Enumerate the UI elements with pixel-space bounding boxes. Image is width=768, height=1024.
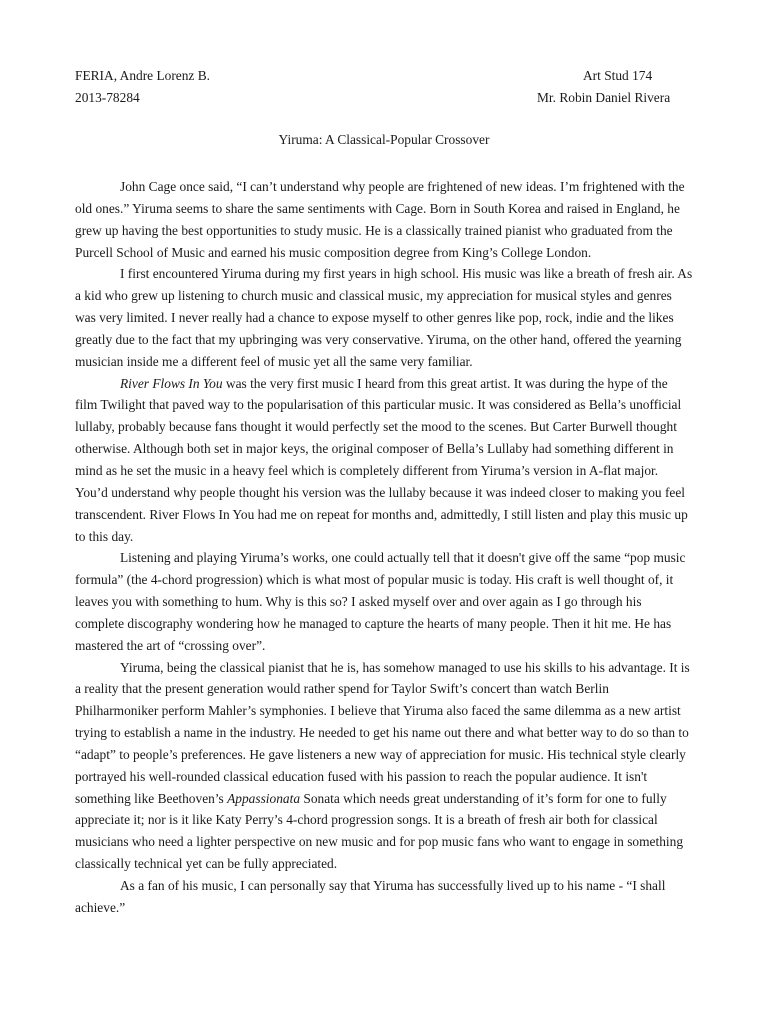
paragraph-3-text: was the very first music I heard from this great artist. It was during the hype of the film Twilight that paved way to the popularisation of this particular music. It was considered as Bella’s unofficial lullaby, probably because fans thought it would perfectly set the mood to the scenes. But Carter Burwell thought otherwise. Although both set in major keys, the original composer of Bella’s Lullaby had something different in mind as he set the music in a heavy feel which is completely different from Yiruma’s version in A-flat major. You’d understand why people thought his version was the lullaby because it was indeed closer to making you feel transcendent. River Flows In You had me on repeat for months and, admittedly, I still listen and play this music up to this day. bbox=[75, 375, 688, 544]
author-name: FERIA, Andre Lorenz B. bbox=[75, 68, 210, 83]
paragraph-5-text-a: Yiruma, being the classical pianist that he is, has somehow managed to use his skills to his advantage. It is a reality that the present generation would rather spend for Taylor Swift’s concert than watch Berlin Philharmoniker perform Mahler’s symphonies. I believe that Yiruma also faced the same dilemma as a new artist trying to establish a name in the industry. He needed to get his name out there and what better way to do so than to “adapt” to people’s preferences. He gave listeners a new way of appreciation for music. His technical style clearly portrayed his well-rounded classical education fused with his passion to reach the popular audience. It isn't something like Beethoven’s bbox=[75, 659, 690, 806]
paragraph-5 bbox=[75, 657, 693, 875]
paragraph-4: Listening and playing Yiruma’s works, one could actually tell that it doesn't give off the same “pop music formula” (the 4-chord progression) which is what most of popular music is today. His craft is well thought of, it leaves you with something to hum. Why is this so? I asked myself over and over again as I go through his complete discography wondering how he managed to capture the hearts of many people. Then it hit me. He has mastered the art of “crossing over”. bbox=[75, 550, 686, 653]
paragraph-3 bbox=[75, 373, 693, 548]
paragraph-2: I first encountered Yiruma during my first years in high school. His music was like a breath of fresh air. As a kid who grew up listening to church music and classical music, my appreciation for musical styles and genres was very limited. I never really had a chance to expose myself to other genres like pop, rock, indie and the likes greatly due to the fact that my upbringing was very conservative. Yiruma, on the other hand, offered the yearning musician inside me a different feel of music yet all the same very familiar. bbox=[75, 266, 693, 369]
paragraph-6: As a fan of his music, I can personally say that Yiruma has successfully lived up to his name - “I shall achieve.” bbox=[75, 878, 666, 915]
instructor-name: Mr. Robin Daniel Rivera bbox=[537, 90, 671, 105]
essay-title: Yiruma: A Classical-Popular Crossover bbox=[278, 132, 490, 147]
student-number: 2013-78284 bbox=[75, 90, 140, 105]
course-code: Art Stud 174 bbox=[583, 68, 653, 83]
paragraph-1: John Cage once said, “I can’t understand why people are frightened of new ideas. I’m frightened with the old ones.” Yiruma seems to share the same sentiments with Cage. Born in South Korea and raised in England, he grew up having the best opportunities to study music. He is a classically trained pianist who graduated from the Purcell School of Music and earned his music composition degree from King’s College London. bbox=[75, 179, 685, 260]
sonata-title-italic: Appassionata bbox=[227, 790, 301, 806]
essay-body bbox=[75, 176, 693, 919]
song-title-italic: River Flows In You bbox=[120, 375, 223, 391]
paragraph-5-text-b: Sonata which needs great understanding of it’s form for one to fully appreciate it; nor is it like Katy Perry’s 4-chord progression songs. It is a breath of fresh air both for classical musicians who need a lighter perspective on new music and for pop music fans who want to engage in something classically technical yet can be fully appreciated. bbox=[75, 790, 684, 872]
